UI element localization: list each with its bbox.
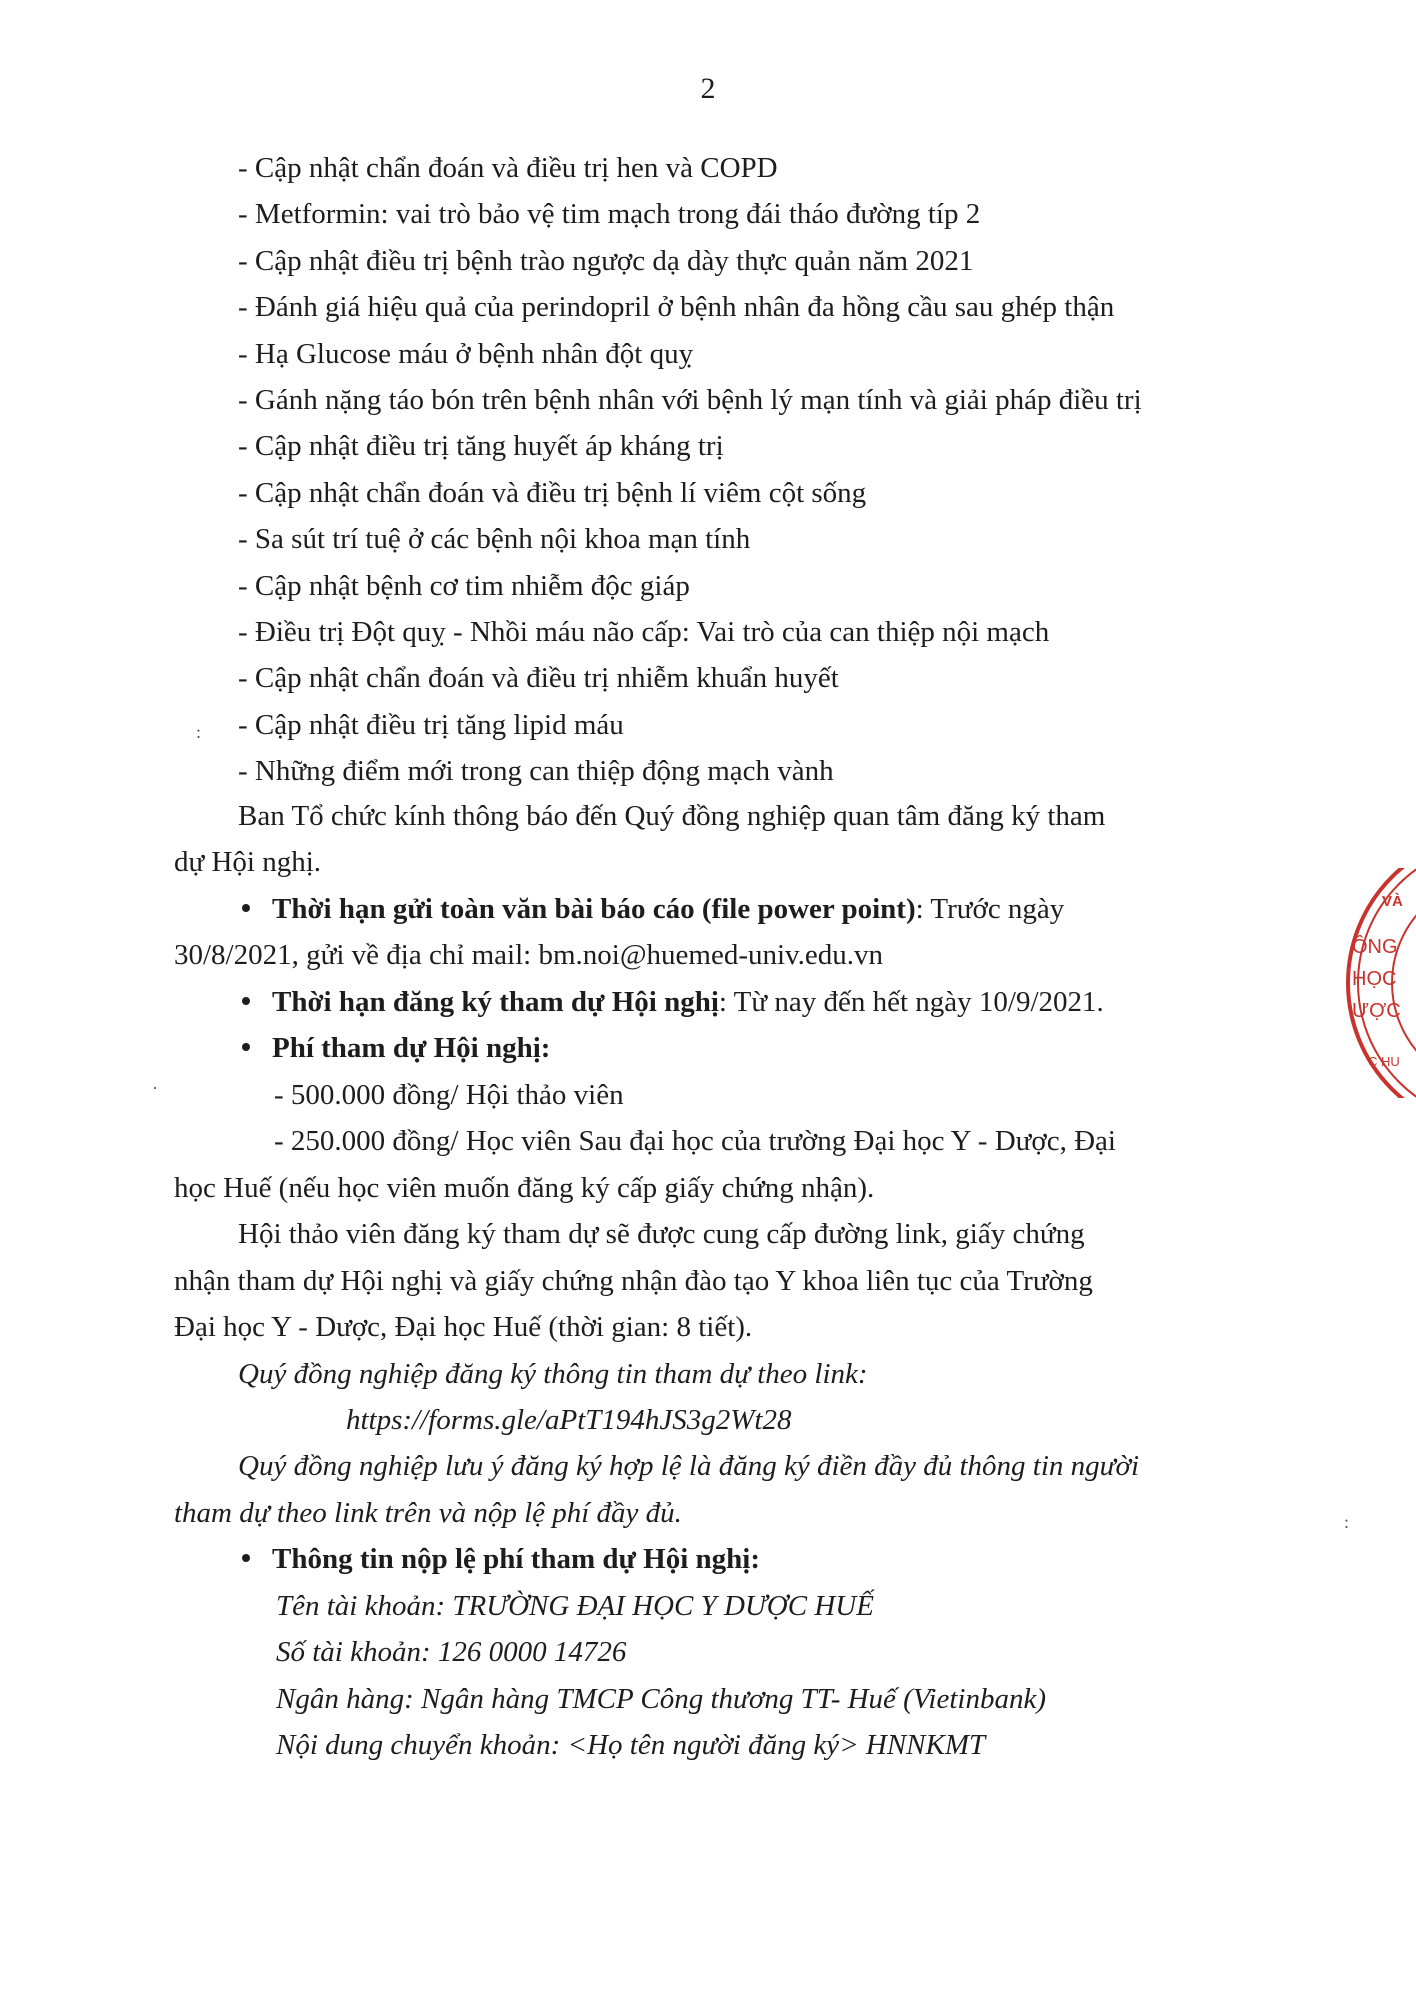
intro-line-2: dự Hội nghị. — [174, 846, 322, 878]
benefits-line-1: Hội thảo viên đăng ký tham dự sẽ được cung cấp đường link, giấy chứng — [238, 1218, 1085, 1250]
topic-item: - Cập nhật điều trị bệnh trào ngược dạ dày thực quản năm 2021 — [238, 244, 974, 277]
stamp-text: C HU — [1368, 1054, 1400, 1069]
topic-item: - Những điểm mới trong can thiệp động mạch vành — [238, 755, 834, 788]
deadline-registration — [242, 979, 1104, 1025]
account-number: Số tài khoản: 126 0000 14726 — [276, 1636, 627, 1668]
topic-item: - Hạ Glucose máu ở bệnh nhân đột quỵ — [238, 337, 694, 370]
payment-label: Thông tin nộp lệ phí tham dự Hội nghị: — [272, 1543, 761, 1575]
deadline-registration-text: : Từ nay đến hết ngày 10/9/2021. — [718, 986, 1104, 1018]
deadline-registration-label: Thời hạn đăng ký tham dự Hội nghị — [272, 986, 719, 1018]
topic-item: - Cập nhật điều trị tăng lipid máu — [238, 708, 624, 741]
scan-speck: : — [196, 722, 202, 742]
benefits-line-2: nhận tham dự Hội nghị và giấy chứng nhận đào tạo Y khoa liên tục của Trường — [174, 1265, 1093, 1297]
registration-line: Quý đồng nghiệp đăng ký thông tin tham dự theo link: — [238, 1358, 868, 1390]
stamp-text: HỌC — [1352, 968, 1397, 990]
official-stamp — [1338, 868, 1416, 1098]
deadline-submission-line-2: 30/8/2021, gửi về địa chỉ mail: bm.noi@huemed-univ.edu.vn — [174, 939, 884, 971]
topic-item: - Cập nhật chẩn đoán và điều trị nhiễm khuẩn huyết — [238, 662, 839, 695]
account-name: Tên tài khoản: TRƯỜNG ĐẠI HỌC Y DƯỢC HUẾ — [276, 1590, 874, 1622]
deadline-submission-label: Thời hạn gửi toàn văn bài báo cáo (file power point) — [272, 893, 916, 925]
deadline-submission-text: : Trước ngày — [915, 893, 1065, 925]
stamp-text: ÔNG — [1352, 936, 1398, 958]
deadline-submission — [242, 886, 1064, 932]
scan-speck: · — [152, 1078, 158, 1098]
topic-list — [238, 145, 1142, 795]
payment-heading — [242, 1536, 760, 1582]
stamp-text: ƯỢC — [1352, 1000, 1401, 1022]
fee-item-2: - 250.000 đồng/ Học viên Sau đại học của trường Đại học Y - Dược, Đại — [274, 1125, 1116, 1157]
intro-line-1: Ban Tổ chức kính thông báo đến Quý đồng nghiệp quan tâm đăng ký tham — [238, 800, 1106, 832]
topic-item: - Cập nhật điều trị tăng huyết áp kháng trị — [238, 430, 724, 463]
stamp-text: VÀ — [1382, 893, 1403, 910]
registration-link[interactable]: https://forms.gle/aPtT194hJS3g2Wt28 — [346, 1404, 792, 1436]
fee-item-1: - 500.000 đồng/ Hội thảo viên — [274, 1079, 624, 1111]
benefits-line-3: Đại học Y - Dược, Đại học Huế (thời gian: 8 tiết). — [174, 1311, 753, 1343]
transfer-content: Nội dung chuyển khoản: <Họ tên người đăng ký> HNNKMT — [276, 1729, 986, 1761]
topic-item: - Gánh nặng táo bón trên bệnh nhân với bệnh lý mạn tính và giải pháp điều trị — [238, 384, 1142, 417]
registration-note-2: tham dự theo link trên và nộp lệ phí đầy đủ. — [174, 1497, 682, 1529]
fees-label: Phí tham dự Hội nghị: — [272, 1032, 551, 1064]
page-number: 2 — [700, 72, 716, 105]
scan-speck: : — [1344, 1512, 1350, 1532]
bullet-icon — [242, 1043, 250, 1051]
bullet-icon — [242, 1554, 250, 1562]
topic-item: - Cập nhật chẩn đoán và điều trị bệnh lí viêm cột sống — [238, 476, 867, 509]
topic-item: - Đánh giá hiệu quả của perindopril ở bệnh nhân đa hồng cầu sau ghép thận — [238, 291, 1115, 324]
registration-note-1: Quý đồng nghiệp lưu ý đăng ký hợp lệ là đăng ký điền đầy đủ thông tin người — [238, 1450, 1140, 1482]
bullet-icon — [242, 904, 250, 912]
fee-item-2-line-2: học Huế (nếu học viên muốn đăng ký cấp giấy chứng nhận). — [174, 1172, 875, 1204]
topic-item: - Cập nhật chẩn đoán và điều trị hen và COPD — [238, 152, 778, 184]
topic-item: - Cập nhật bệnh cơ tim nhiễm độc giáp — [238, 569, 690, 602]
bullet-icon — [242, 997, 250, 1005]
fees-heading — [242, 1025, 550, 1071]
topic-item: - Điều trị Đột quỵ - Nhồi máu não cấp: Vai trò của can thiệp nội mạch — [238, 616, 1050, 649]
topic-item: - Sa sút trí tuệ ở các bệnh nội khoa mạn tính — [238, 523, 751, 556]
bank-name: Ngân hàng: Ngân hàng TMCP Công thương TT- Huế (Vietinbank) — [276, 1683, 1046, 1715]
topic-item: - Metformin: vai trò bảo vệ tim mạch trong đái tháo đường típ 2 — [238, 198, 981, 231]
